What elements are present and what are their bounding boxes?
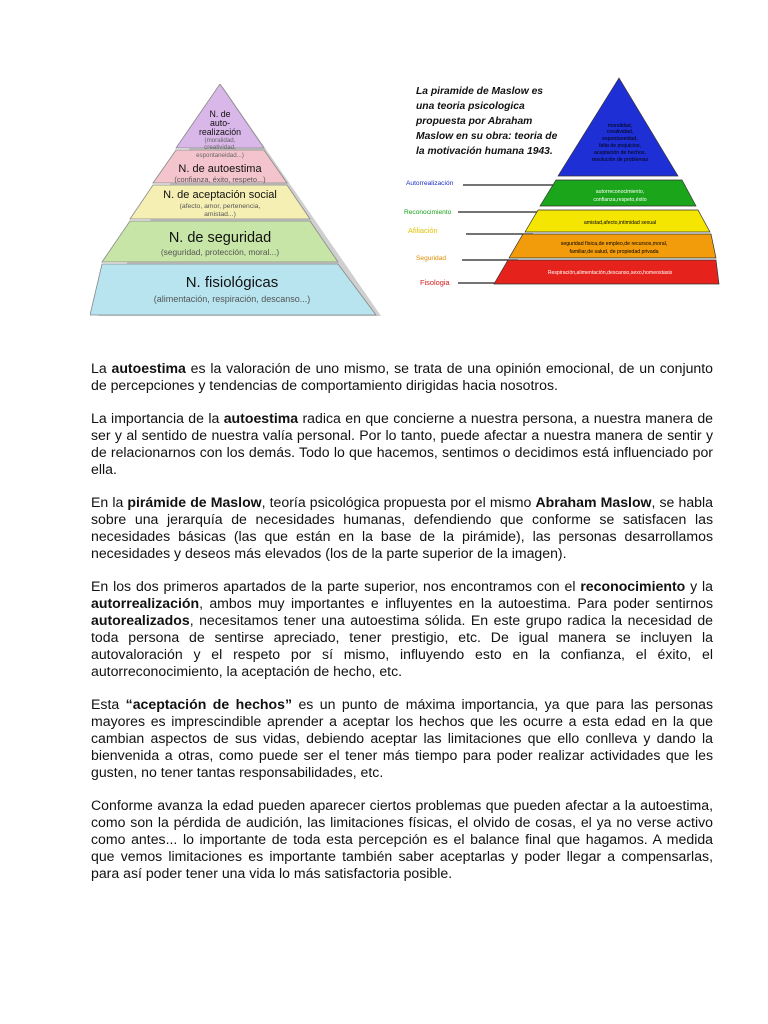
text-run: La importancia de la [91,410,224,426]
text-run: , necesitamos tener una autoestima sólida. En este grupo radica la necesidad de toda persona de sentirse apreciado, tener prestigio, etc. De igual manera se incluyen la autovaloración y el respeto por sí mismo, influyendo esto en la confianza, el éxito, el autorreconocimiento, la aceptación de hecho, etc. [91,612,713,679]
bold-term: Abraham Maslow [535,494,652,510]
intro-line: la motivación humana 1943. [416,146,553,157]
paragraph [91,360,713,394]
paragraph [91,410,713,478]
bold-term: autoestima [223,410,299,426]
level-title: N. de seguridad [168,230,272,246]
level-subtitle: (alimentación, respiración, descanso...) [153,294,311,304]
level-subtitle: espontaneidad...) [196,152,244,159]
paragraph [91,797,713,882]
text-run: , se habla sobre una jerarquía de necesidades humanas, defendiendo que conforme se satisfacen las necesidades básicas (las que están en la base de la pirámide), las personas desarrollamos necesidades y deseos más elevados (los de la parte superior de la imagen). [91,494,713,561]
level-subtitle: (afecto, amor, pertenencia, [179,203,261,210]
text-run: Conforme avanza la edad pueden aparecer ciertos problemas que pueden afectar a la autoestima, como son la pérdida de audición, las limitaciones físicas, el olvido de cosas, el ya no verse activo como antes... lo importante de toda esta percepción es el balance final que hagamos. A medida que vemos limitaciones es importante también saber aceptarlas y poder llegar a compensarlas, para así poder tener una vida lo más satisfactoria posible. [91,797,713,881]
level-text: autorreconocimiento, [595,189,645,195]
level-label: Fisologia [420,278,450,287]
text-run: La [91,360,112,376]
level-title: realización [198,127,242,137]
level-label: Autorrealización [406,180,454,187]
bold-term: “aceptación de hechos” [125,696,293,712]
level-text: Respiración,alimentación,descanso,sexo,homeostasis [547,270,673,276]
level-label: Reconocimiento [404,209,452,216]
level-label: Afiliación [408,226,438,235]
intro-line: una teoria psicologica [416,101,525,112]
level-text: creatividad, [606,129,634,135]
text-run: radica en que concierne a nuestra persona, a nuestra manera de ser y al sentido de nuestra valía personal. Por lo tanto, puede afectar a nuestra manera de sentir y de relacionarnos con los demás. Todo lo que hacemos, sentimos o decidimos está influenciado por ella. [91,410,713,477]
level-text: familiar,de salud, de propiedad privada [569,249,659,255]
level-text: amistad,afecto,intimidad sexual [583,220,657,226]
level-text: seguridad física,de empleo,de recursos,moral, [560,241,668,247]
paragraph [91,494,713,562]
level-subtitle: creatividad, [204,144,236,151]
level-title: auto- [209,118,231,128]
level-text: confianza,respeto,éxito [593,197,647,203]
level-text: falta de prejuicios, [599,143,641,149]
text-run: En los dos primeros apartados de la parte superior, nos encontramos con el [91,578,581,594]
text-run: y la [685,578,713,594]
intro-line: Maslow en su obra: teoria de [416,131,558,142]
maslow-pyramid-colored [398,70,722,292]
text-run: , teoría psicológica propuesta por el mismo [261,494,536,510]
paragraph [91,696,713,781]
bold-term: reconocimiento [580,578,686,594]
bold-term: autorealizados [91,612,190,628]
bold-term: autorrealización [91,595,200,611]
level-text: resolución de problemas [591,157,649,163]
intro-line: La piramide de Maslow es [416,86,544,97]
text-run: es un punto de máxima importancia, ya que para las personas mayores es imprescindible aprender a aceptar los hechos que les ocurre a esta edad en la que cambian aspectos de sus vidas, debiendo aceptar las limitaciones que ello conlleva y dando la bienvenida a otras, como puede ser el tener más tiempo para poder realizar actividades que les gusten, no tener tantas responsabilidades, etc. [91,696,713,780]
text-run: En la [91,494,128,510]
bold-term: pirámide de Maslow [127,494,262,510]
text-run: es la valoración de uno mismo, se trata de una opinión emocional, de un conjunto de percepciones y tendencias de comportamiento dirigidas hacia nosotros. [91,360,714,393]
text-run: Esta [91,696,126,712]
level-subtitle: (moralidad, [204,137,236,144]
level-subtitle: (seguridad, protección, moral...) [160,247,280,257]
level-title: N. de aceptación social [163,189,277,201]
level-title: N. de [209,109,231,119]
level-label: Seguridad [416,255,447,262]
intro-line: propuesta por Abraham [416,116,533,127]
article-body [91,360,713,898]
level-text: aceptación de hechos, [594,150,646,156]
level-title: N. de autoestima [178,163,262,175]
bold-term: autoestima [111,360,186,376]
text-run: , ambos muy importantes e influyentes en la autoestima. Para poder sentirnos [199,595,713,611]
paragraph [91,578,713,680]
level-text: espontaneidad, [602,136,638,142]
level-text: moralidad, [607,123,633,129]
maslow-pyramid-pastel [90,84,384,318]
level-subtitle: (confianza, éxito, respeto...) [174,175,266,184]
level-subtitle: amistad...) [204,211,236,218]
level-title: N. fisiológicas [185,274,279,291]
